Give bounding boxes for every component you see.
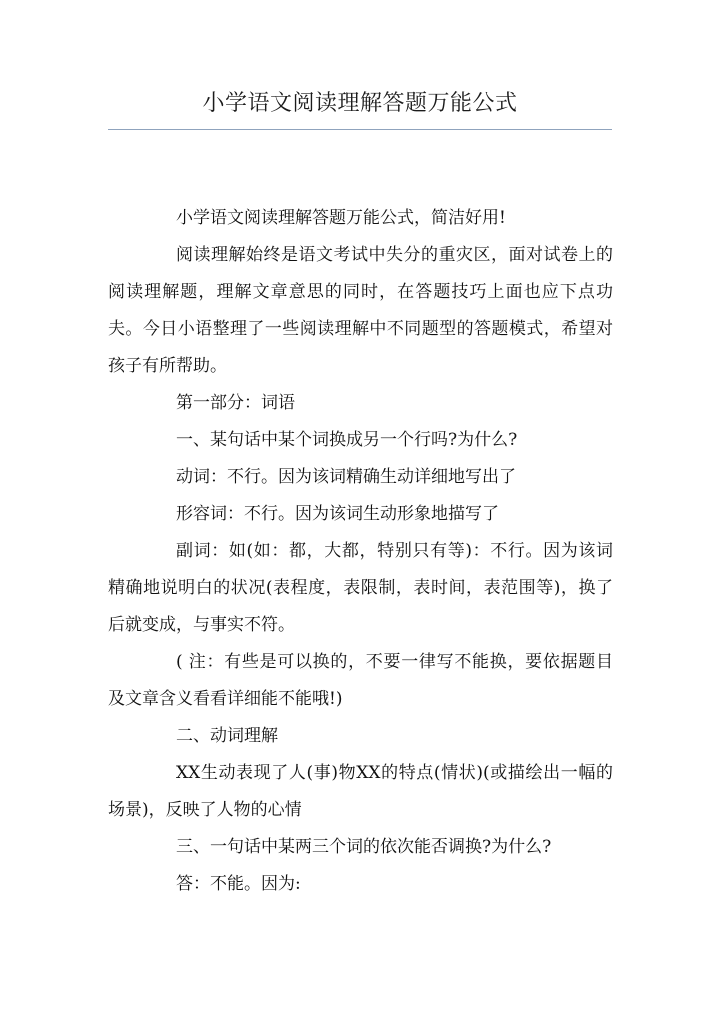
paragraph-overview: 阅读理解始终是语文考试中失分的重灾区，面对试卷上的阅读理解题，理解文章意思的同时，在答题技巧上面也应下点功夫。今日小语整理了一些阅读理解中不同题型的答题模式，希望对孩子有所帮助。 <box>108 245 613 376</box>
answer-word-order: 答：不能。因为: <box>176 874 301 894</box>
answer-verb: 动词：不行。因为该词精确生动详细地写出了 <box>176 467 516 487</box>
title-divider <box>108 129 612 130</box>
answer-adverb: 副词：如(如：都，大都，特别只有等)：不行。因为该词精确地说明白的状况(表程度，表限制，表时间，表范围等)，换了后就变成，与事实不符。 <box>108 541 613 635</box>
question-heading-three: 三、一句话中某两三个词的依次能否调换?为什么? <box>176 837 552 857</box>
document-body <box>108 200 613 903</box>
document-title: 小学语文阅读理解答题万能公式 <box>202 91 518 116</box>
question-heading-two: 二、动词理解 <box>176 726 278 746</box>
paragraph-intro: 小学语文阅读理解答题万能公式，简洁好用! <box>176 208 506 228</box>
question-heading-one: 一、某句话中某个词换成另一个行吗?为什么? <box>176 430 518 450</box>
answer-verb-understanding: XX生动表现了人(事)物XX的特点(情状)(或描绘出一幅的场景)，反映了人物的心情 <box>108 763 613 820</box>
section-heading-part-one: 第一部分：词语 <box>176 393 295 413</box>
answer-adjective: 形容词：不行。因为该词生动形象地描写了 <box>176 504 499 524</box>
note-paragraph: ( 注：有些是可以换的，不要一律写不能换，要依据题目及文章含义看看详细能不能哦!) <box>108 652 613 709</box>
